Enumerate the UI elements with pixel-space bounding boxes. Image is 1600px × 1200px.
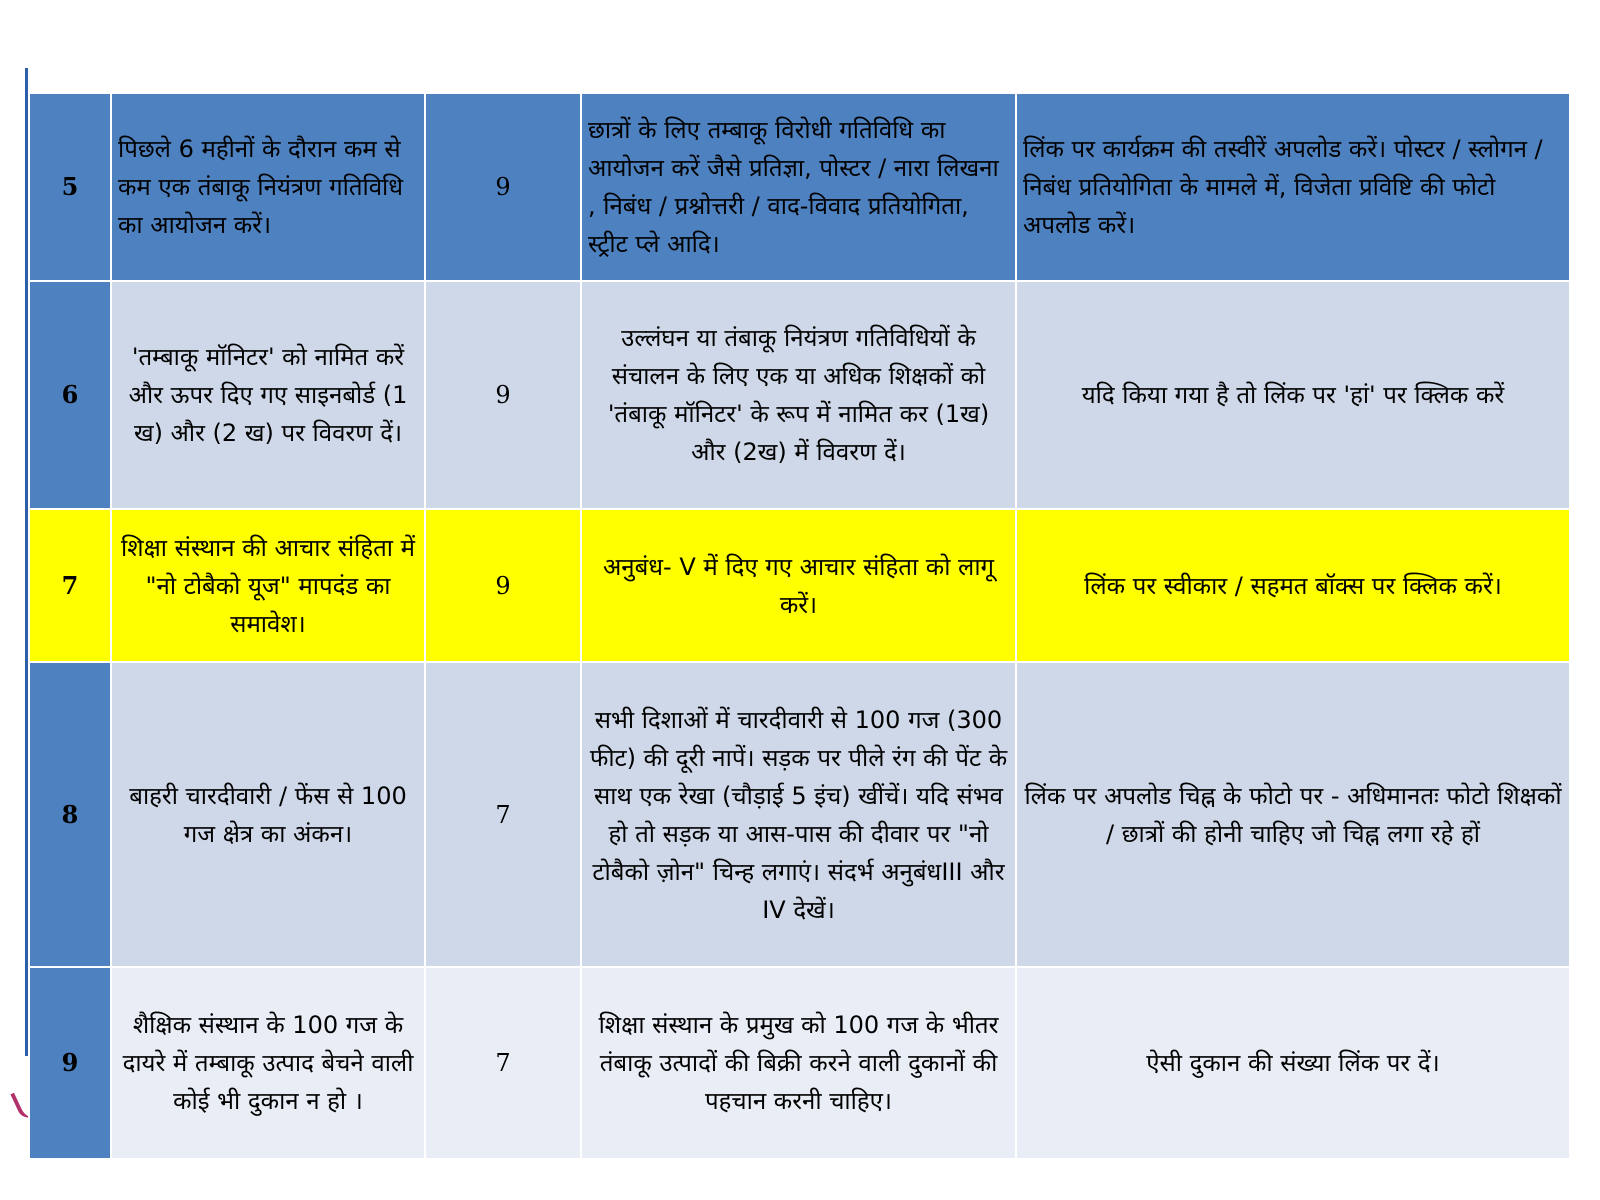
row-number: 6 [29,281,111,509]
table-row [29,281,1570,509]
criteria-table [28,92,1571,1160]
row-number: 5 [29,93,111,281]
table-row [29,967,1570,1159]
criterion-cell: शिक्षा संस्थान की आचार संहिता में "नो टोबैको यूज" मापदंड का समावेश। [111,509,425,662]
marks-cell: 9 [425,281,581,509]
criterion-cell: बाहरी चारदीवारी / फेंस से 100 गज क्षेत्र का अंकन। [111,662,425,967]
link-action-cell: ऐसी दुकान की संख्या लिंक पर दें। [1016,967,1570,1159]
link-action-cell: लिंक पर स्वीकार / सहमत बॉक्स पर क्लिक करें। [1016,509,1570,662]
criterion-cell: शैक्षिक संस्थान के 100 गज के दायरे में तम्बाकू उत्पाद बेचने वाली कोई भी दुकान न हो । [111,967,425,1159]
marks-cell: 9 [425,509,581,662]
description-cell: सभी दिशाओं में चारदीवारी से 100 गज (300 फीट) की दूरी नापें। सड़क पर पीले रंग की पेंट के साथ एक रेखा (चौड़ाई 5 इंच) खींचें। यदि संभव हो तो सड़क या आस-पास की दीवार पर "नो टोबैको ज़ोन" चिन्ह लगाएं। संदर्भ अनुबंधIII और IV देखें। [581,662,1016,967]
description-cell: छात्रों के लिए तम्बाकू विरोधी गतिविधि का आयोजन करें जैसे प्रतिज्ञा, पोस्टर / नारा लिखना , निबंध / प्रश्नोत्तरी / वाद-विवाद प्रतियोगिता, स्ट्रीट प्ले आदि। [581,93,1016,281]
table-row [29,509,1570,662]
criterion-cell: पिछले 6 महीनों के दौरान कम से कम एक तंबाकू नियंत्रण गतिविधि का आयोजन करें। [111,93,425,281]
table-row [29,662,1570,967]
link-action-cell: लिंक पर अपलोड चिह्न के फोटो पर - अधिमानतः फोटो शिक्षकों / छात्रों की होनी चाहिए जो चिह्न लगा रहे हों [1016,662,1570,967]
link-action-cell: यदि किया गया है तो लिंक पर 'हां' पर क्लिक करें [1016,281,1570,509]
marks-cell: 7 [425,662,581,967]
row-number: 8 [29,662,111,967]
marks-cell: 7 [425,967,581,1159]
description-cell: शिक्षा संस्थान के प्रमुख को 100 गज के भीतर तंबाकू उत्पादों की बिक्री करने वाली दुकानों की पहचान करनी चाहिए। [581,967,1016,1159]
marks-cell: 9 [425,93,581,281]
row-number: 9 [29,967,111,1159]
description-cell: अनुबंध- V में दिए गए आचार संहिता को लागू करें। [581,509,1016,662]
table-row [29,93,1570,281]
criterion-cell: 'तम्बाकू मॉनिटर' को नामित करें और ऊपर दिए गए साइनबोर्ड (1 ख) और (2 ख) पर विवरण दें। [111,281,425,509]
link-action-cell: लिंक पर कार्यक्रम की तस्वीरें अपलोड करें। पोस्टर / स्लोगन / निबंध प्रतियोगिता के मामले में, विजेता प्रविष्टि की फोटो अपलोड करें। [1016,93,1570,281]
row-number: 7 [29,509,111,662]
description-cell: उल्लंघन या तंबाकू नियंत्रण गतिविधियों के संचालन के लिए एक या अधिक शिक्षकों को 'तंबाकू मॉनिटर' के रूप में नामित कर (1ख) और (2ख) में विवरण दें। [581,281,1016,509]
